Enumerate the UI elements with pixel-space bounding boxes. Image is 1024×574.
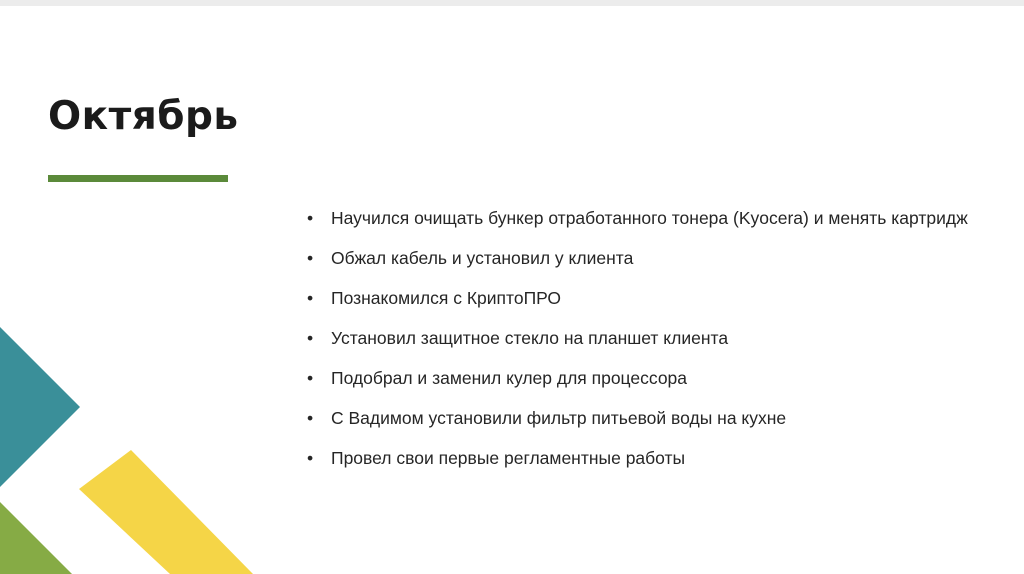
bullet-item [307, 367, 977, 389]
slide-title: Октябрь [48, 94, 239, 139]
bullet-text: Подобрал и заменил кулер для процессора [331, 368, 688, 388]
bullet-item [307, 407, 977, 429]
bullet-item [307, 447, 977, 469]
title-underline [48, 175, 228, 182]
bullet-item [307, 327, 977, 349]
yellow-stripe-shape [79, 450, 253, 574]
bullet-item [307, 247, 977, 269]
bullet-dot: • [307, 248, 314, 268]
bullet-text: С Вадимом установили фильтр питьевой воды на кухне [331, 408, 787, 428]
green-corner-shape [0, 502, 72, 574]
bullet-text: Провел свои первые регламентные работы [331, 448, 686, 468]
top-bar [0, 0, 1024, 6]
bullet-text: Обжал кабель и установил у клиента [331, 248, 634, 268]
bullet-dot: • [307, 408, 314, 428]
bullet-dot: • [307, 328, 314, 348]
bullet-list [307, 207, 977, 487]
bullet-dot: • [307, 368, 314, 388]
bullet-dot: • [307, 208, 314, 228]
bullet-text: Установил защитное стекло на планшет клиента [331, 328, 729, 348]
teal-triangle-shape [0, 327, 80, 487]
bullet-item [307, 207, 977, 229]
bullet-text: Познакомился с КриптоПРО [331, 288, 562, 308]
bullet-text: Научился очищать бункер отработанного тонера (Kyocera) и менять картридж [331, 208, 968, 228]
bullet-dot: • [307, 448, 314, 468]
bullet-dot: • [307, 288, 314, 308]
bullet-item [307, 287, 977, 309]
